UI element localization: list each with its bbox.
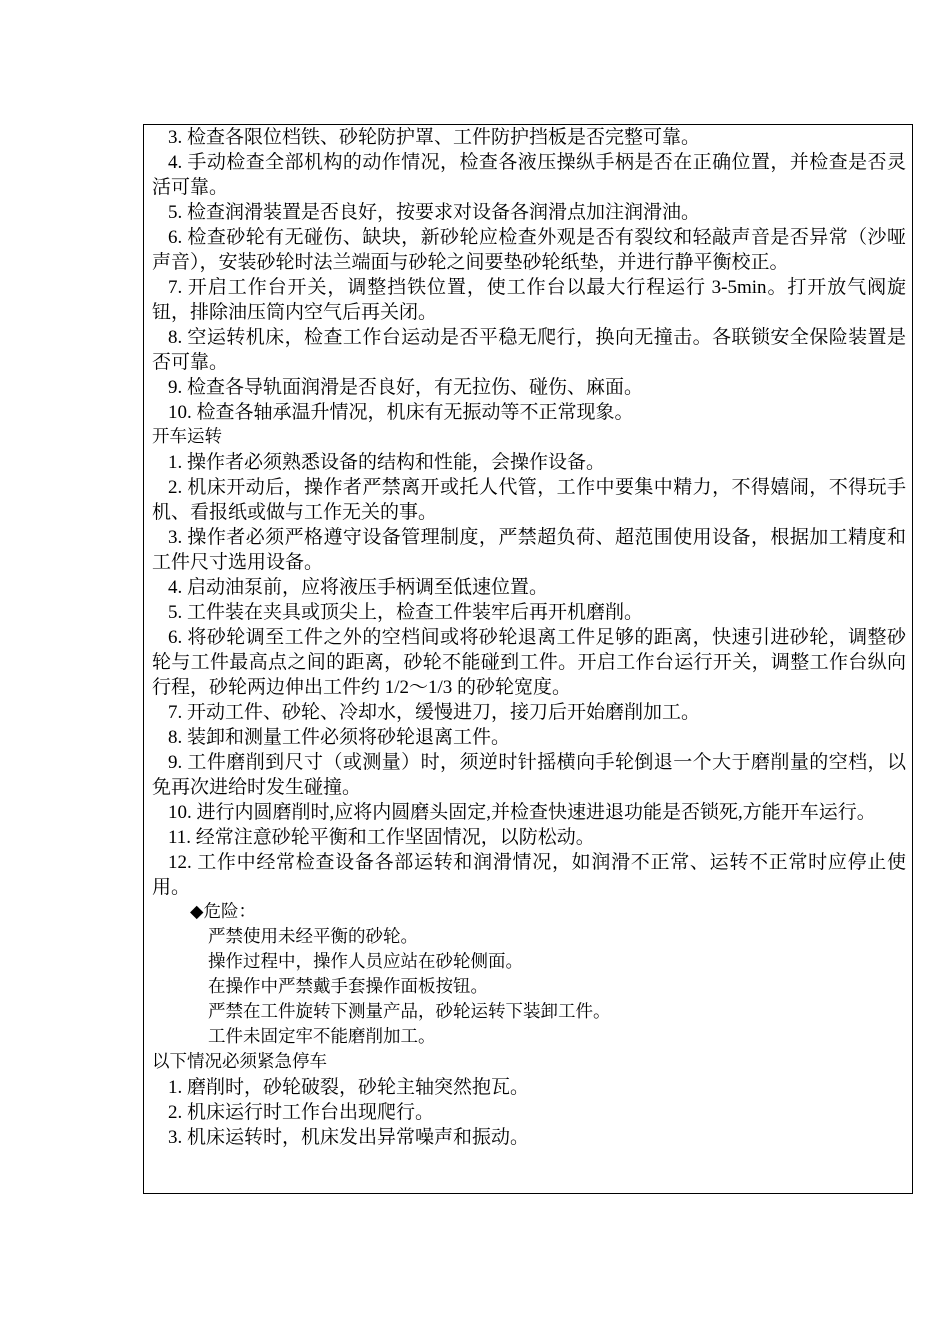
operation-item-9: 9. 工件磨削到尺寸（或测量）时，须逆时针摇横向手轮倒退一个大于磨削量的空档，以免再次进给时发生碰撞。	[152, 752, 906, 798]
emergency-item-3: 3. 机床运转时，机床发出异常噪声和振动。	[168, 1127, 530, 1148]
check-item-6: 6. 检查砂轮有无碰伤、缺块，新砂轮应检查外观是否有裂纹和轻敲声音是否异常（沙哑声音），安装砂轮时法兰端面与砂轮之间要垫砂轮纸垫，并进行静平衡校正。	[152, 227, 906, 273]
check-item-8: 8. 空运转机床，检查工作台运动是否平稳无爬行，换向无撞击。各联锁安全保险装置是否可靠。	[152, 327, 906, 373]
danger-title: ◆危险：	[190, 902, 256, 922]
operation-item-3: 3. 操作者必须严格遵守设备管理制度，严禁超负荷、超范围使用设备，根据加工精度和工件尺寸选用设备。	[152, 527, 906, 573]
check-item-4: 4. 手动检查全部机构的动作情况，检查各液压操纵手柄是否在正确位置，并检查是否灵活可靠。	[152, 152, 906, 198]
danger-item-1: 严禁使用未经平衡的砂轮。	[208, 927, 418, 947]
operation-item-11: 11. 经常注意砂轮平衡和工作坚固情况，以防松动。	[168, 827, 595, 848]
check-item-10: 10. 检查各轴承温升情况，机床有无振动等不正常现象。	[168, 402, 634, 423]
operation-item-8: 8. 装卸和测量工件必须将砂轮退离工件。	[168, 727, 511, 748]
danger-item-2: 操作过程中，操作人员应站在砂轮侧面。	[208, 952, 523, 972]
operation-item-6: 6. 将砂轮调至工件之外的空档间或将砂轮退离工件足够的距离，快速引进砂轮，调整砂轮与工件最高点之间的距离，砂轮不能碰到工件。开启工作台运行开关，调整工作台纵向行程，砂轮两边伸出工件约 1/2～1/3 的砂轮宽度。	[152, 627, 906, 698]
operation-item-5: 5. 工件装在夹具或顶尖上，检查工件装牢后再开机磨削。	[168, 602, 644, 623]
operation-item-12: 12. 工作中经常检查设备各部运转和润滑情况，如润滑不正常、运转不正常时应停止使用。	[152, 852, 906, 898]
operation-item-2: 2. 机床开动后，操作者严禁离开或托人代管，工作中要集中精力，不得嬉闹，不得玩手机、看报纸或做与工作无关的事。	[152, 477, 906, 523]
check-item-3: 3. 检查各限位档铁、砂轮防护罩、工件防护挡板是否完整可靠。	[168, 127, 701, 148]
check-item-5: 5. 检查润滑装置是否良好，按要求对设备各润滑点加注润滑油。	[168, 202, 701, 223]
check-item-7: 7. 开启工作台开关，调整挡铁位置，使工作台以最大行程运行 3-5min。打开放气阀旋钮，排除油压筒内空气后再关闭。	[152, 277, 906, 323]
operation-item-4: 4. 启动油泵前，应将液压手柄调至低速位置。	[168, 577, 549, 598]
check-item-9: 9. 检查各导轨面润滑是否良好，有无拉伤、碰伤、麻面。	[168, 377, 644, 398]
danger-item-3: 在操作中严禁戴手套操作面板按钮。	[208, 977, 488, 997]
document-content	[152, 125, 906, 1150]
operation-heading: 开车运转	[152, 427, 222, 447]
danger-item-4: 严禁在工件旋转下测量产品，砂轮运转下装卸工件。	[208, 1002, 611, 1022]
operation-item-7: 7. 开动工件、砂轮、冷却水，缓慢进刀，接刀后开始磨削加工。	[168, 702, 701, 723]
operation-item-1: 1. 操作者必须熟悉设备的结构和性能，会操作设备。	[168, 452, 606, 473]
emergency-item-1: 1. 磨削时，砂轮破裂，砂轮主轴突然抱瓦。	[168, 1077, 530, 1098]
operation-item-10: 10. 进行内圆磨削时,应将内圆磨头固定,并检查快速进退功能是否锁死,方能开车运行。	[168, 802, 876, 823]
danger-item-5: 工件未固定牢不能磨削加工。	[208, 1027, 436, 1047]
emergency-heading: 以下情况必须紧急停车	[152, 1052, 327, 1072]
emergency-item-2: 2. 机床运行时工作台出现爬行。	[168, 1102, 435, 1123]
